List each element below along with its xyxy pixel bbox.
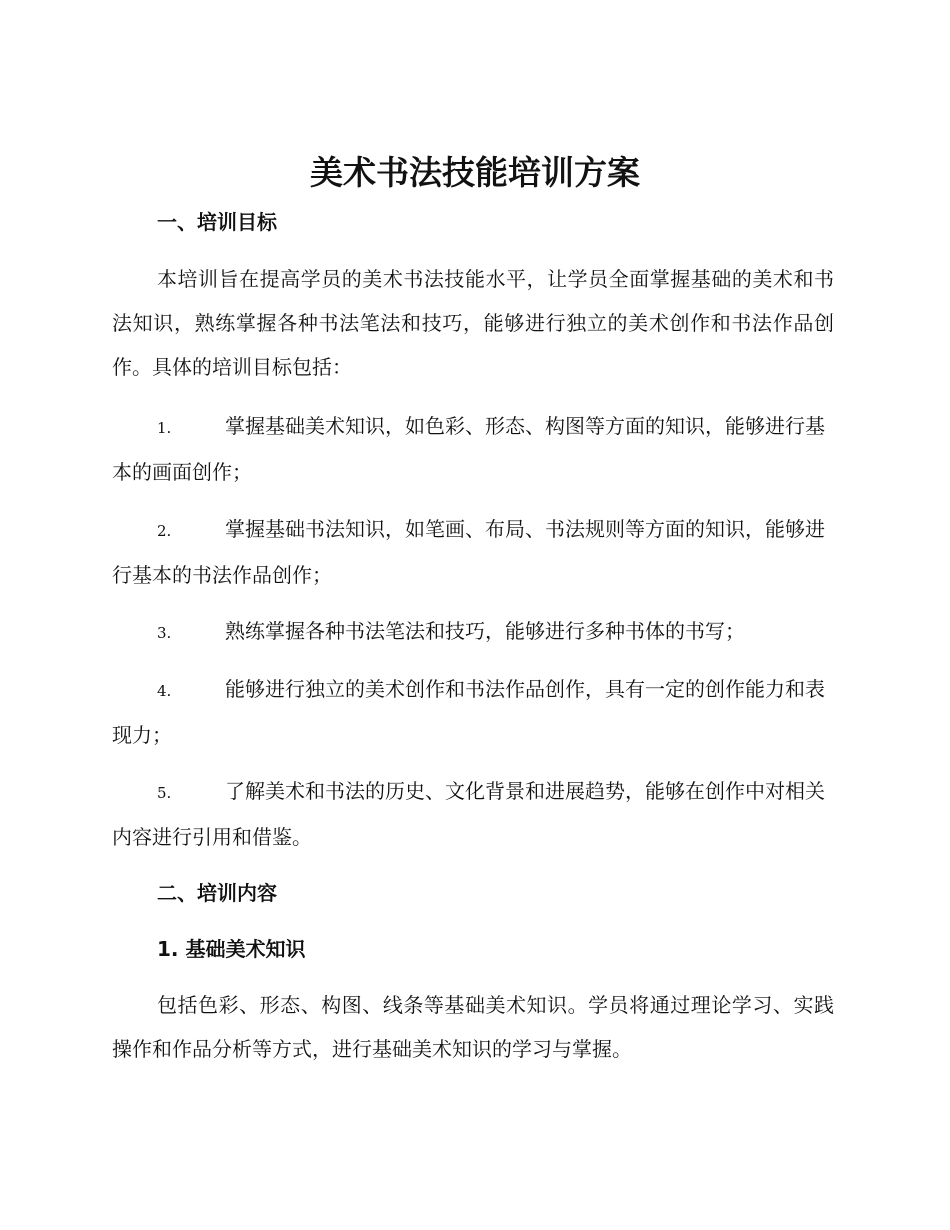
list-item (112, 507, 834, 597)
list-item-text: 掌握基础书法知识，如笔画、布局、书法规则等方面的知识，能够进行基本的书法作品创作； (112, 517, 825, 587)
list-item-text: 掌握基础美术知识，如色彩、形态、构图等方面的知识，能够进行基本的画面创作； (112, 414, 825, 484)
list-item-number: 1. (157, 419, 172, 437)
paragraph-basic-art: 包括色彩、形态、构图、线条等基础美术知识。学员将通过理论学习、实践操作和作品分析等方式，进行基础美术知识的学习与掌握。 (112, 993, 834, 1061)
list-item-text: 熟练掌握各种书法笔法和技巧，能够进行多种书体的书写； (225, 619, 745, 643)
list-item-text: 能够进行独立的美术创作和书法作品创作，具有一定的创作能力和表现力； (112, 677, 825, 747)
list-item-number: 5. (157, 784, 172, 802)
list-item (112, 667, 834, 757)
list-item (112, 404, 834, 494)
document-title: 美术书法技能培训方案 (310, 153, 640, 192)
list-item-number: 3. (157, 624, 172, 642)
list-item-text: 了解美术和书法的历史、文化背景和进展趋势，能够在创作中对相关内容进行引用和借鉴。 (112, 779, 825, 849)
subsection-heading-basic-art: 1. 基础美术知识 (157, 937, 306, 961)
section-heading-training-content: 二、培训内容 (157, 881, 277, 905)
list-item-number: 4. (157, 682, 172, 700)
list-item-number: 2. (157, 522, 172, 540)
section-heading-training-goals: 一、培训目标 (157, 210, 277, 234)
paragraph-training-goals-intro: 本培训旨在提高学员的美术书法技能水平，让学员全面掌握基础的美术和书法知识，熟练掌握各种书法笔法和技巧，能够进行独立的美术创作和书法作品创作。具体的培训目标包括： (112, 267, 834, 379)
list-item (112, 769, 834, 859)
list-item (112, 609, 834, 655)
